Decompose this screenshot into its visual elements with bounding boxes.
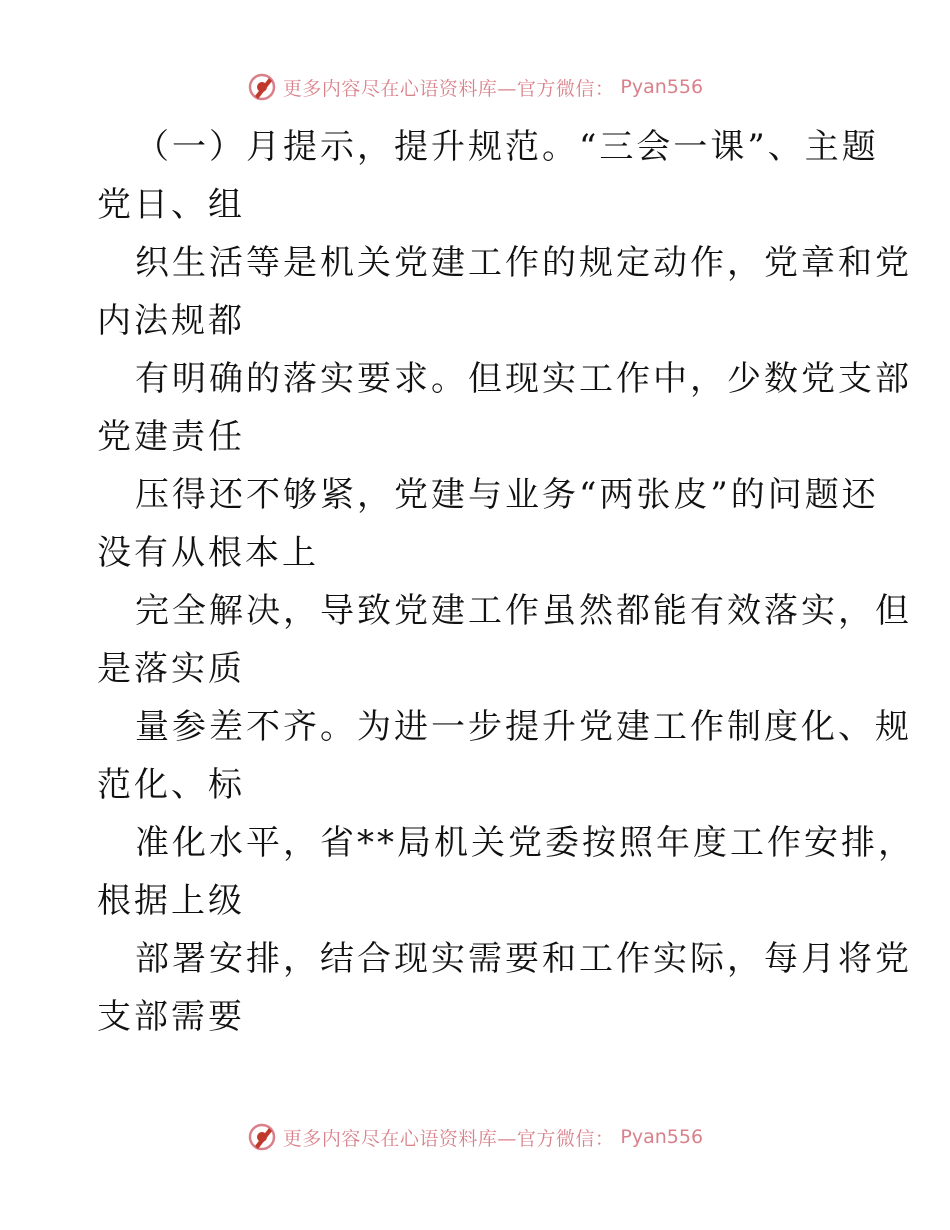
text-line: 有明确的落实要求。但现实工作中，少数党支部 xyxy=(135,359,912,399)
pen-logo-icon xyxy=(247,72,277,102)
text-line: 内法规都 xyxy=(97,301,245,341)
text-line: 量参差不齐。为进一步提升党建工作制度化、规 xyxy=(135,707,912,747)
text-line: 党日、组 xyxy=(97,185,245,225)
text-line: 没有从根本上 xyxy=(97,533,319,573)
watermark-text: 更多内容尽在心语资料库—官方微信： xyxy=(282,77,615,100)
text-line: 是落实质 xyxy=(97,649,245,689)
watermark-id: Pyan556 xyxy=(620,76,704,98)
text-line: 支部需要 xyxy=(97,997,245,1037)
footer-watermark xyxy=(0,1122,950,1152)
watermark-id: Pyan556 xyxy=(620,1126,704,1148)
text-line: （一）月提示，提升规范。“三会一课”、主题 xyxy=(135,127,879,167)
pen-logo-icon xyxy=(247,1122,277,1152)
text-line: 范化、标 xyxy=(97,765,245,805)
header-watermark xyxy=(0,72,950,102)
text-line: 党建责任 xyxy=(97,417,245,457)
document-body xyxy=(97,118,915,1046)
watermark-text: 更多内容尽在心语资料库—官方微信： xyxy=(282,1127,615,1150)
text-line: 部署安排，结合现实需要和工作实际，每月将党 xyxy=(135,939,912,979)
text-line: 完全解决，导致党建工作虽然都能有效落实，但 xyxy=(135,591,912,631)
text-line: 准化水平，省**局机关党委按照年度工作安排， xyxy=(135,823,915,863)
text-line: 根据上级 xyxy=(97,881,245,921)
text-line: 织生活等是机关党建工作的规定动作，党章和党 xyxy=(135,243,912,283)
text-line: 压得还不够紧，党建与业务“两张皮”的问题还 xyxy=(135,475,879,515)
